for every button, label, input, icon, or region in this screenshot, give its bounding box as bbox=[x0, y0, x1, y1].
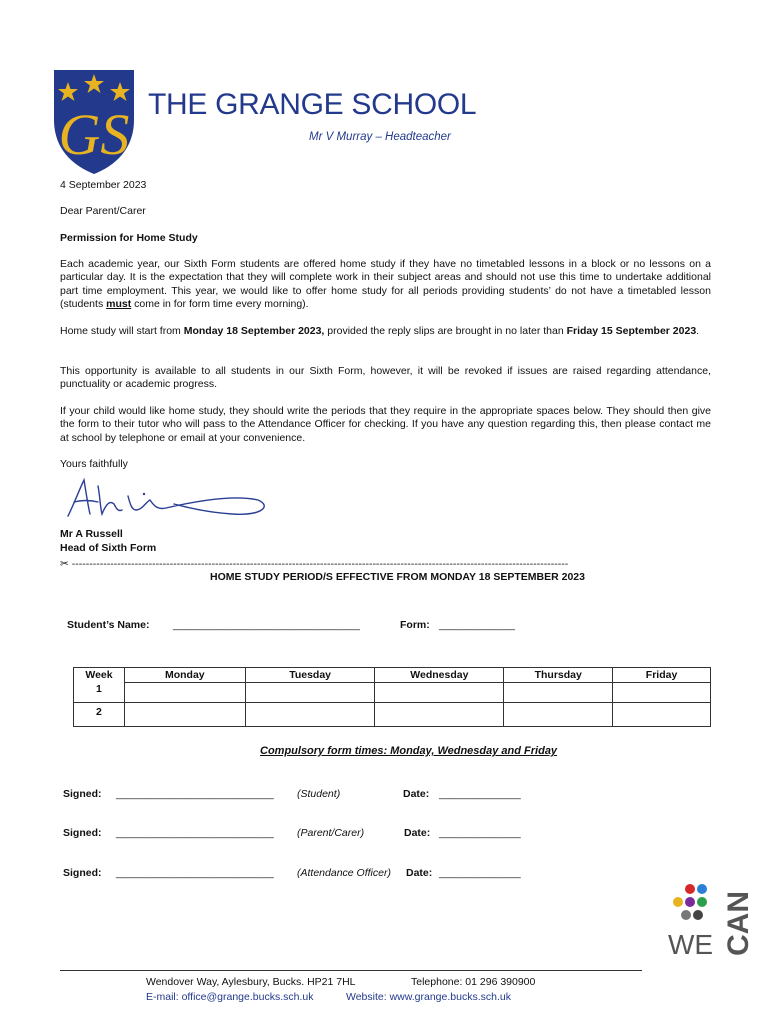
column-header-week: Week bbox=[74, 668, 125, 683]
date-label: Date: bbox=[403, 788, 430, 800]
signed-label: Signed: bbox=[63, 788, 102, 800]
column-header-wednesday: Wednesday bbox=[375, 668, 504, 683]
svg-text:GS: GS bbox=[58, 102, 130, 167]
period-cell[interactable] bbox=[124, 683, 245, 703]
footer-telephone: Telephone: 01 296 390900 bbox=[411, 976, 536, 988]
paragraph-start-date: Home study will start from Monday 18 September 2023, provided the reply slips are brought in no later than Friday 15 September 2023. bbox=[60, 325, 700, 337]
date-label: Date: bbox=[404, 827, 431, 839]
signatory-name: Mr A Russell bbox=[60, 528, 123, 540]
officer-signature-field[interactable]: ___________________________ bbox=[116, 867, 274, 879]
letter-subject: Permission for Home Study bbox=[60, 232, 198, 244]
handwritten-signature bbox=[62, 474, 272, 526]
period-cell[interactable] bbox=[613, 703, 711, 727]
form-label: Form: bbox=[400, 619, 430, 631]
column-header-thursday: Thursday bbox=[504, 668, 613, 683]
period-cell[interactable] bbox=[375, 703, 504, 727]
role-attendance-officer: (Attendance Officer) bbox=[297, 867, 391, 879]
svg-text:WE: WE bbox=[668, 929, 714, 960]
date-label: Date: bbox=[406, 867, 433, 879]
letter-date: 4 September 2023 bbox=[60, 179, 147, 191]
scissors-icon: ✂ bbox=[60, 558, 69, 570]
period-cell[interactable] bbox=[375, 683, 504, 703]
form-field[interactable]: _____________ bbox=[439, 619, 515, 631]
period-cell[interactable] bbox=[504, 683, 613, 703]
school-crest-logo bbox=[52, 68, 136, 176]
column-header-monday: Monday bbox=[124, 668, 245, 683]
footer-email-link[interactable]: E-mail: office@grange.bucks.sch.uk bbox=[146, 991, 314, 1003]
student-date-field[interactable]: ______________ bbox=[439, 788, 521, 800]
period-cell[interactable] bbox=[504, 703, 613, 727]
period-cell[interactable] bbox=[245, 683, 375, 703]
student-signature-field[interactable]: ___________________________ bbox=[116, 788, 274, 800]
cut-line: ✂ ---------------------------------------------------------------------------------------------------------------------------------------------- bbox=[60, 558, 569, 570]
slip-title: HOME STUDY PERIOD/S EFFECTIVE FROM MONDAY 18 SEPTEMBER 2023 bbox=[210, 571, 585, 583]
role-parent: (Parent/Carer) bbox=[297, 827, 365, 839]
compulsory-form-times: Compulsory form times: Monday, Wednesday and Friday bbox=[260, 745, 558, 757]
paragraph-home-study-intro: Each academic year, our Sixth Form students are offered home study if they have no timetabled lessons in a block or no lessons on a particular day. It is the expectation that they will complete work in their subject areas and should not use this time to undertake additional part time employment. This year, we would like to offer home study for all periods providing students’ do not have a timetabled lesson (students must come in for form time every morning). bbox=[60, 258, 711, 310]
letter-salutation: Dear Parent/Carer bbox=[60, 205, 146, 217]
wecan-logo bbox=[666, 884, 755, 960]
week-number: 2 bbox=[74, 703, 125, 727]
period-cell[interactable] bbox=[124, 703, 245, 727]
column-header-friday: Friday bbox=[613, 668, 711, 683]
signed-label: Signed: bbox=[63, 827, 102, 839]
officer-date-field[interactable]: ______________ bbox=[439, 867, 521, 879]
school-name: THE GRANGE SCHOOL bbox=[148, 88, 477, 121]
period-cell[interactable] bbox=[245, 703, 375, 727]
student-name-field[interactable]: ________________________________ bbox=[173, 619, 360, 631]
footer-address: Wendover Way, Aylesbury, Bucks. HP21 7HL bbox=[146, 976, 356, 988]
week-number: 1 bbox=[74, 683, 125, 703]
table-row bbox=[74, 703, 711, 727]
paragraph-revocation: This opportunity is available to all students in our Sixth Form, however, it will be revoked if issues are raised regarding attendance, punctuality or academic progress. bbox=[60, 365, 711, 391]
signed-label: Signed: bbox=[63, 867, 102, 879]
period-cell[interactable] bbox=[613, 683, 711, 703]
table-row bbox=[74, 683, 711, 703]
footer-divider bbox=[60, 970, 642, 971]
home-study-timetable bbox=[73, 667, 711, 727]
parent-date-field[interactable]: ______________ bbox=[439, 827, 521, 839]
column-header-tuesday: Tuesday bbox=[245, 668, 375, 683]
letter-closing: Yours faithfully bbox=[60, 458, 128, 470]
headteacher-line: Mr V Murray – Headteacher bbox=[309, 131, 451, 143]
student-name-label: Student’s Name: bbox=[67, 619, 150, 631]
footer-website-link[interactable]: Website: www.grange.bucks.sch.uk bbox=[346, 991, 511, 1003]
signatory-title: Head of Sixth Form bbox=[60, 542, 157, 554]
parent-signature-field[interactable]: ___________________________ bbox=[116, 827, 274, 839]
role-student: (Student) bbox=[297, 788, 341, 800]
paragraph-instructions: If your child would like home study, they should write the periods that they require in the appropriate spaces below. They should then give the form to their tutor who will pass to the Attendance Officer for checking. If you have any question regarding this, then please contact me at school by telephone or email at your convenience. bbox=[60, 405, 711, 444]
svg-text:CAN: CAN bbox=[722, 891, 755, 956]
